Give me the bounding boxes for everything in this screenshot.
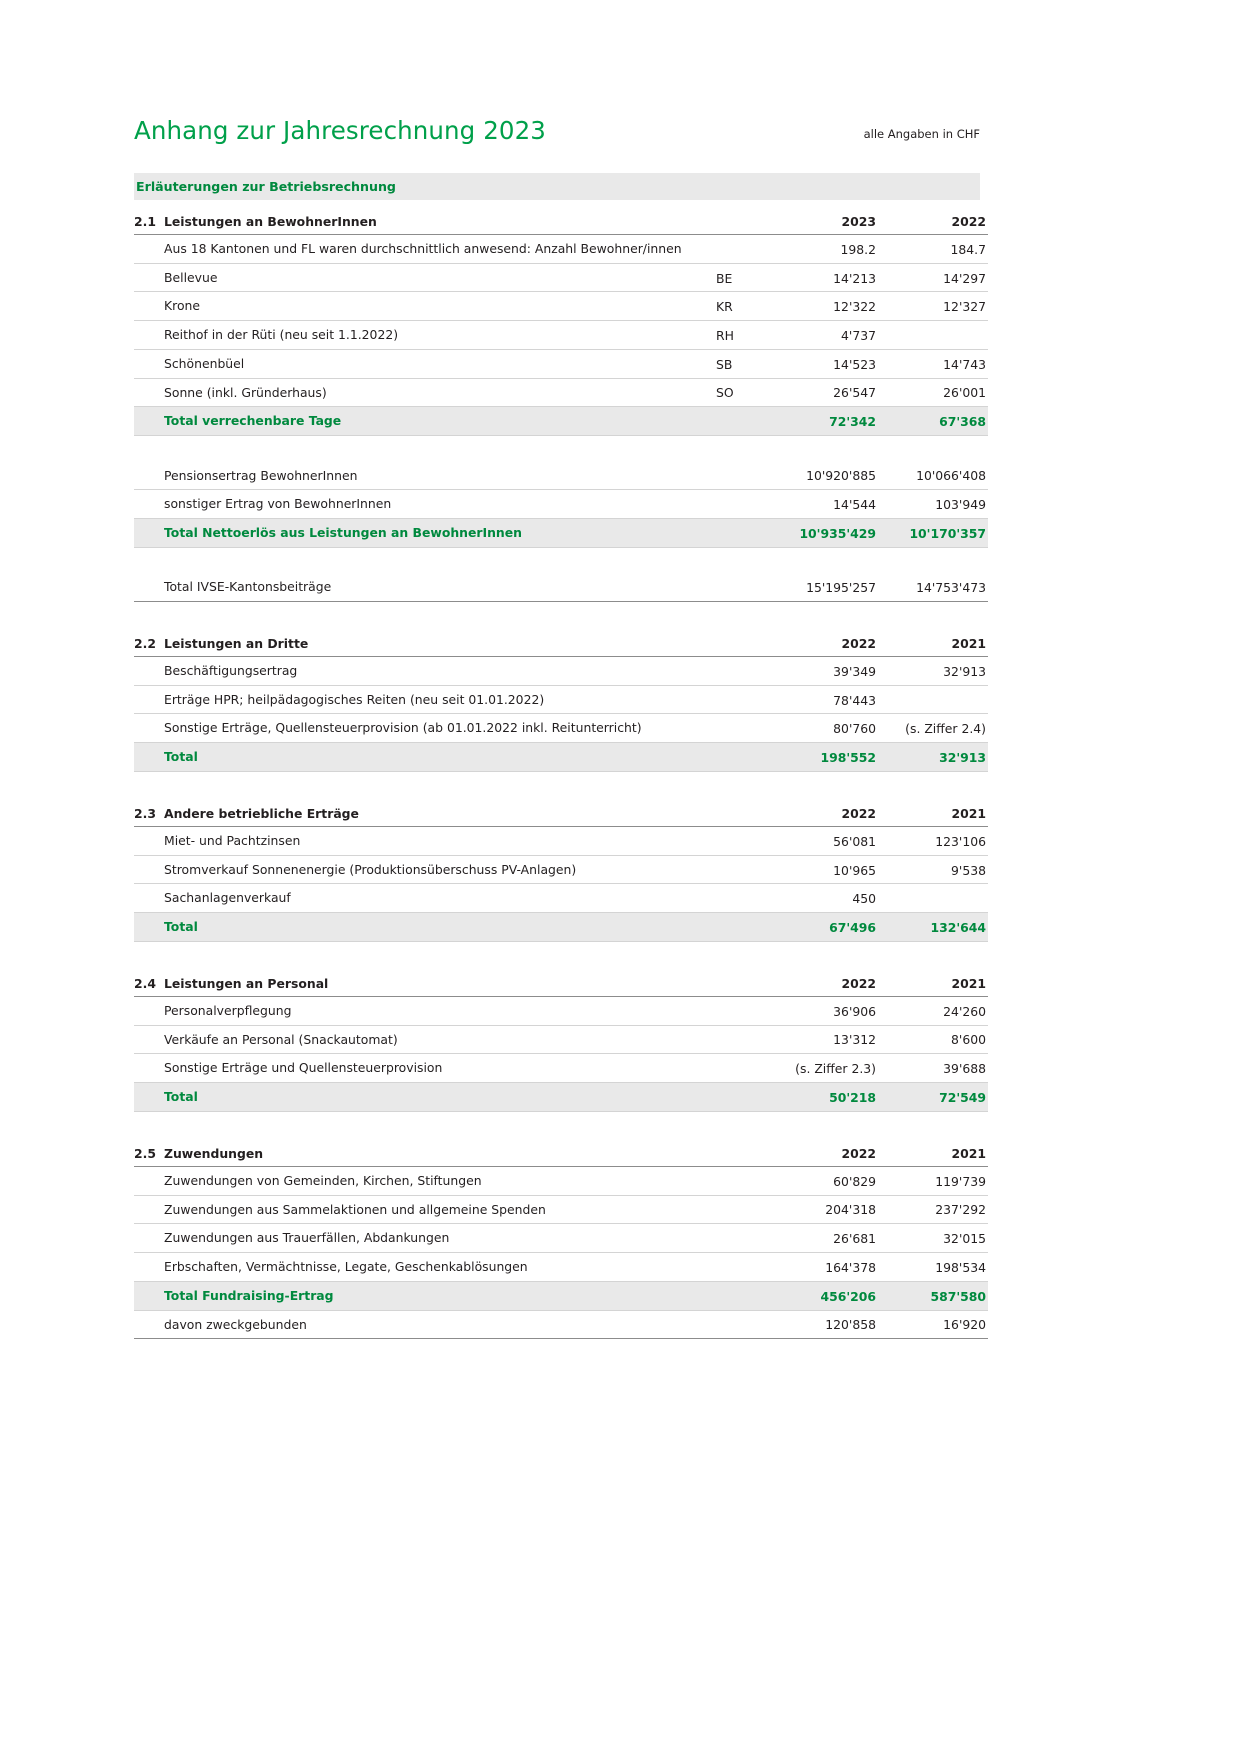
year-column-header-1: 2022: [772, 802, 882, 827]
table-row: [134, 657, 988, 686]
sections-container: [134, 210, 986, 1339]
table-row: [134, 1054, 988, 1083]
row-code: [716, 519, 772, 548]
row-label: Sonstige Erträge, Quellensteuerprovision (ab 01.01.2022 inkl. Reitunterricht): [134, 714, 716, 743]
row-code: [716, 855, 772, 884]
row-code: [716, 490, 772, 519]
year-column-header-2: 2021: [882, 972, 988, 997]
row-value-2: 123'106: [882, 826, 988, 855]
row-code: [716, 826, 772, 855]
table-row: [134, 1253, 988, 1282]
table-row: [134, 996, 988, 1025]
row-code: [716, 913, 772, 942]
table-row: [134, 292, 988, 321]
section-band: Erläuterungen zur Betriebsrechnung: [134, 173, 980, 200]
row-code: SO: [716, 378, 772, 407]
row-value-2: 16'920: [882, 1310, 988, 1339]
section-name: Andere betriebliche Erträge: [164, 805, 359, 821]
row-label: Personalverpflegung: [134, 996, 716, 1025]
row-label: Stromverkauf Sonnenenergie (Produktionsüberschuss PV-Anlagen): [134, 855, 716, 884]
row-value-2: 10'170'357: [882, 519, 988, 548]
row-value-2: [882, 321, 988, 350]
row-code: [716, 407, 772, 436]
row-code: [716, 743, 772, 772]
row-label: Total: [134, 1083, 716, 1112]
row-label: Beschäftigungsertrag: [134, 657, 716, 686]
row-value-1: 14'523: [772, 349, 882, 378]
row-value-1: 50'218: [772, 1083, 882, 1112]
row-code: [716, 714, 772, 743]
row-value-1: (s. Ziffer 2.3): [772, 1054, 882, 1083]
row-code: [716, 1310, 772, 1339]
row-value-2: 39'688: [882, 1054, 988, 1083]
row-code: [716, 1025, 772, 1054]
row-value-2: 32'913: [882, 657, 988, 686]
row-value-2: 32'015: [882, 1224, 988, 1253]
row-label: Verkäufe an Personal (Snackautomat): [134, 1025, 716, 1054]
section-heading: [134, 802, 716, 827]
table-row: [134, 349, 988, 378]
row-label: Erträge HPR; heilpädagogisches Reiten (neu seit 01.01.2022): [134, 685, 716, 714]
row-code: [716, 685, 772, 714]
row-value-1: 198'552: [772, 743, 882, 772]
row-value-2: 14'743: [882, 349, 988, 378]
row-value-1: 36'906: [772, 996, 882, 1025]
row-value-1: 72'342: [772, 407, 882, 436]
row-value-2: [882, 884, 988, 913]
row-label: sonstiger Ertrag von BewohnerInnen: [134, 490, 716, 519]
row-code: RH: [716, 321, 772, 350]
year-column-header-2: 2021: [882, 632, 988, 657]
row-label: Sonne (inkl. Gründerhaus): [134, 378, 716, 407]
section-number: 2.5: [134, 1145, 156, 1161]
row-value-1: 10'965: [772, 855, 882, 884]
spacer-row: [134, 547, 988, 573]
row-value-1: 12'322: [772, 292, 882, 321]
row-label: Total Nettoerlös aus Leistungen an BewohnerInnen: [134, 519, 716, 548]
table-row: [134, 685, 988, 714]
section-2-5: [134, 1142, 986, 1339]
row-value-2: 103'949: [882, 490, 988, 519]
row-value-1: 60'829: [772, 1166, 882, 1195]
row-value-1: 10'920'885: [772, 462, 882, 490]
row-code: [716, 1195, 772, 1224]
table-row: [134, 1195, 988, 1224]
row-label: Sonstige Erträge und Quellensteuerprovision: [134, 1054, 716, 1083]
year-column-header-1: 2023: [772, 210, 882, 235]
currency-note: alle Angaben in CHF: [863, 126, 980, 141]
table-row: [134, 263, 988, 292]
row-code: [716, 573, 772, 601]
code-column-header: [716, 972, 772, 997]
table-row: [134, 321, 988, 350]
row-label: Miet- und Pachtzinsen: [134, 826, 716, 855]
section-name: Zuwendungen: [164, 1145, 264, 1161]
row-value-2: 14'297: [882, 263, 988, 292]
row-code: [716, 1083, 772, 1112]
row-value-2: 24'260: [882, 996, 988, 1025]
row-value-1: 120'858: [772, 1310, 882, 1339]
row-label: Total: [134, 913, 716, 942]
code-column-header: [716, 632, 772, 657]
table-row: [134, 234, 988, 263]
table-total-row: [134, 1083, 988, 1112]
row-value-2: 9'538: [882, 855, 988, 884]
table-header-row: [134, 632, 988, 657]
section-table: [134, 632, 988, 772]
section-table: [134, 802, 988, 942]
table-row: [134, 826, 988, 855]
row-code: SB: [716, 349, 772, 378]
section-table: [134, 1142, 988, 1339]
row-value-2: 119'739: [882, 1166, 988, 1195]
row-value-2: (s. Ziffer 2.4): [882, 714, 988, 743]
row-label: Total: [134, 743, 716, 772]
row-label: Zuwendungen aus Trauerfällen, Abdankungen: [134, 1224, 716, 1253]
row-label: davon zweckgebunden: [134, 1310, 716, 1339]
section-heading: [134, 210, 716, 235]
table-total-row: [134, 743, 988, 772]
row-value-2: 184.7: [882, 234, 988, 263]
row-value-1: 39'349: [772, 657, 882, 686]
row-value-1: 4'737: [772, 321, 882, 350]
row-code: [716, 996, 772, 1025]
section-heading: [134, 1142, 716, 1167]
row-value-1: 450: [772, 884, 882, 913]
row-code: [716, 234, 772, 263]
row-value-1: 164'378: [772, 1253, 882, 1282]
table-row: [134, 884, 988, 913]
row-label: Pensionsertrag BewohnerInnen: [134, 462, 716, 490]
row-label: Schönenbüel: [134, 349, 716, 378]
table-row: [134, 490, 988, 519]
section-2-4: [134, 972, 986, 1112]
row-code: [716, 1224, 772, 1253]
row-value-1: 56'081: [772, 826, 882, 855]
row-value-2: [882, 685, 988, 714]
row-value-1: 67'496: [772, 913, 882, 942]
row-code: [716, 884, 772, 913]
row-code: [716, 657, 772, 686]
row-value-1: 204'318: [772, 1195, 882, 1224]
row-value-2: 14'753'473: [882, 573, 988, 601]
section-heading: [134, 972, 716, 997]
row-value-2: 587'580: [882, 1281, 988, 1310]
table-total-row: [134, 407, 988, 436]
row-value-1: 80'760: [772, 714, 882, 743]
row-code: BE: [716, 263, 772, 292]
row-value-1: 14'544: [772, 490, 882, 519]
row-value-1: 14'213: [772, 263, 882, 292]
row-label: Krone: [134, 292, 716, 321]
table-total-row: [134, 519, 988, 548]
section-name: Leistungen an BewohnerInnen: [164, 213, 377, 229]
spacer-row: [134, 436, 988, 462]
table-row: [134, 462, 988, 490]
row-value-1: 198.2: [772, 234, 882, 263]
row-code: [716, 462, 772, 490]
table-header-row: [134, 972, 988, 997]
row-value-2: 26'001: [882, 378, 988, 407]
row-value-2: 198'534: [882, 1253, 988, 1282]
row-code: KR: [716, 292, 772, 321]
table-total-row: [134, 1281, 988, 1310]
section-name: Leistungen an Dritte: [164, 636, 309, 652]
row-label: Total Fundraising-Ertrag: [134, 1281, 716, 1310]
table-row: [134, 1310, 988, 1339]
table-total-row: [134, 913, 988, 942]
section-number: 2.2: [134, 636, 156, 652]
table-header-row: [134, 1142, 988, 1167]
row-value-2: 72'549: [882, 1083, 988, 1112]
table-row: [134, 378, 988, 407]
section-2-1: [134, 210, 986, 602]
row-label: Total IVSE-Kantonsbeiträge: [134, 573, 716, 601]
section-table: [134, 210, 988, 602]
row-value-1: 10'935'429: [772, 519, 882, 548]
row-value-1: 78'443: [772, 685, 882, 714]
row-label: Reithof in der Rüti (neu seit 1.1.2022): [134, 321, 716, 350]
row-code: [716, 1281, 772, 1310]
section-table: [134, 972, 988, 1112]
section-number: 2.3: [134, 805, 156, 821]
row-value-1: 26'681: [772, 1224, 882, 1253]
row-label: Total verrechenbare Tage: [134, 407, 716, 436]
row-value-1: 13'312: [772, 1025, 882, 1054]
row-label: Erbschaften, Vermächtnisse, Legate, Geschenkablösungen: [134, 1253, 716, 1282]
row-code: [716, 1054, 772, 1083]
row-value-1: 26'547: [772, 378, 882, 407]
year-column-header-1: 2022: [772, 972, 882, 997]
table-row: [134, 855, 988, 884]
row-value-2: 10'066'408: [882, 462, 988, 490]
row-value-2: 32'913: [882, 743, 988, 772]
page-title: Anhang zur Jahresrechnung 2023: [134, 116, 546, 145]
row-code: [716, 1253, 772, 1282]
year-column-header-1: 2022: [772, 1142, 882, 1167]
table-row: [134, 573, 988, 601]
row-value-2: 8'600: [882, 1025, 988, 1054]
row-label: Bellevue: [134, 263, 716, 292]
row-value-2: 237'292: [882, 1195, 988, 1224]
section-number: 2.1: [134, 213, 156, 229]
section-2-2: [134, 632, 986, 772]
row-label: Zuwendungen von Gemeinden, Kirchen, Stiftungen: [134, 1166, 716, 1195]
row-value-2: 132'644: [882, 913, 988, 942]
document-content: [134, 116, 986, 1339]
row-value-1: 15'195'257: [772, 573, 882, 601]
row-label: Zuwendungen aus Sammelaktionen und allgemeine Spenden: [134, 1195, 716, 1224]
table-header-row: [134, 802, 988, 827]
document-header: [134, 118, 980, 151]
code-column-header: [716, 802, 772, 827]
row-value-2: 67'368: [882, 407, 988, 436]
section-2-3: [134, 802, 986, 942]
row-code: [716, 1166, 772, 1195]
year-column-header-2: 2022: [882, 210, 988, 235]
year-column-header-2: 2021: [882, 802, 988, 827]
row-value-1: 456'206: [772, 1281, 882, 1310]
table-row: [134, 714, 988, 743]
table-row: [134, 1166, 988, 1195]
year-column-header-1: 2022: [772, 632, 882, 657]
year-column-header-2: 2021: [882, 1142, 988, 1167]
row-value-2: 12'327: [882, 292, 988, 321]
section-heading: [134, 632, 716, 657]
code-column-header: [716, 210, 772, 235]
code-column-header: [716, 1142, 772, 1167]
section-number: 2.4: [134, 975, 156, 991]
table-row: [134, 1224, 988, 1253]
row-label: Aus 18 Kantonen und FL waren durchschnittlich anwesend: Anzahl Bewohner/innen: [134, 234, 716, 263]
table-row: [134, 1025, 988, 1054]
section-name: Leistungen an Personal: [164, 975, 329, 991]
table-header-row: [134, 210, 988, 235]
row-label: Sachanlagenverkauf: [134, 884, 716, 913]
